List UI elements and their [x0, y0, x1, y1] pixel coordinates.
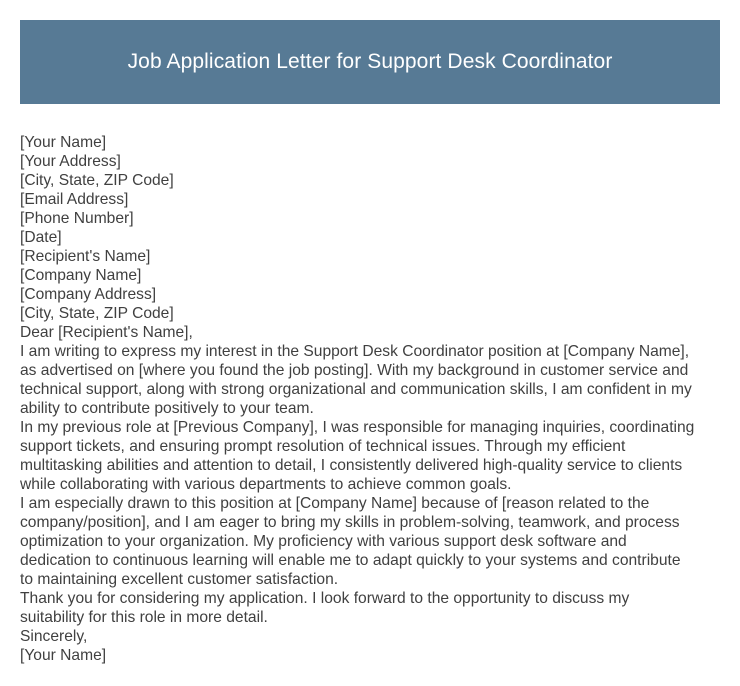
paragraph-line: suitability for this role in more detail.	[20, 609, 268, 626]
recipient-block	[20, 247, 726, 323]
paragraph-intro	[20, 342, 726, 418]
recipient-city-state-zip: [City, State, ZIP Code]	[20, 305, 174, 322]
paragraph-line: to maintaining excellent customer satisfaction.	[20, 571, 339, 588]
sender-name: [Your Name]	[20, 134, 107, 151]
sender-email: [Email Address]	[20, 191, 129, 208]
paragraph-line: while collaborating with various departments to achieve common goals.	[20, 476, 512, 493]
closing: Sincerely,	[20, 628, 88, 645]
sender-phone: [Phone Number]	[20, 210, 134, 227]
sender-block	[20, 133, 726, 247]
letter-header-banner	[20, 20, 720, 104]
sender-address: [Your Address]	[20, 153, 121, 170]
paragraph-motivation	[20, 494, 726, 589]
paragraph-line: In my previous role at [Previous Company], I was responsible for managing inquiries, coordinating	[20, 419, 695, 436]
paragraph-line: I am especially drawn to this position at [Company Name] because of [reason related to the	[20, 495, 650, 512]
paragraph-line: technical support, along with strong organizational and communication skills, I am confident in my	[20, 381, 692, 398]
paragraph-line: I am writing to express my interest in the Support Desk Coordinator position at [Company Name],	[20, 343, 690, 360]
paragraph-line: as advertised on [where you found the job posting]. With my background in customer service and	[20, 362, 689, 379]
paragraph-line: ability to contribute positively to your team.	[20, 400, 314, 417]
paragraph-line: dedication to continuous learning will enable me to adapt quickly to your systems and contribute	[20, 552, 681, 569]
signature: [Your Name]	[20, 647, 107, 664]
paragraph-line: Thank you for considering my application. I look forward to the opportunity to discuss my	[20, 590, 630, 607]
paragraph-line: company/position], and I am eager to bring my skills in problem-solving, teamwork, and process	[20, 514, 680, 531]
recipient-name: [Recipient's Name]	[20, 248, 151, 265]
paragraph-line: support tickets, and ensuring prompt resolution of technical issues. Through my efficient	[20, 438, 626, 455]
letter-body	[20, 133, 726, 665]
paragraph-line: optimization to your organization. My proficiency with various support desk software and	[20, 533, 627, 550]
paragraph-line: multitasking abilities and attention to detail, I consistently delivered high-quality service to clients	[20, 457, 683, 474]
sender-city-state-zip: [City, State, ZIP Code]	[20, 172, 174, 189]
paragraph-thanks	[20, 589, 726, 627]
salutation: Dear [Recipient's Name],	[20, 324, 193, 341]
recipient-company: [Company Name]	[20, 267, 142, 284]
letter-date: [Date]	[20, 229, 62, 246]
recipient-company-address: [Company Address]	[20, 286, 157, 303]
paragraph-experience	[20, 418, 726, 494]
page-title: Job Application Letter for Support Desk Coordinator	[127, 50, 613, 73]
